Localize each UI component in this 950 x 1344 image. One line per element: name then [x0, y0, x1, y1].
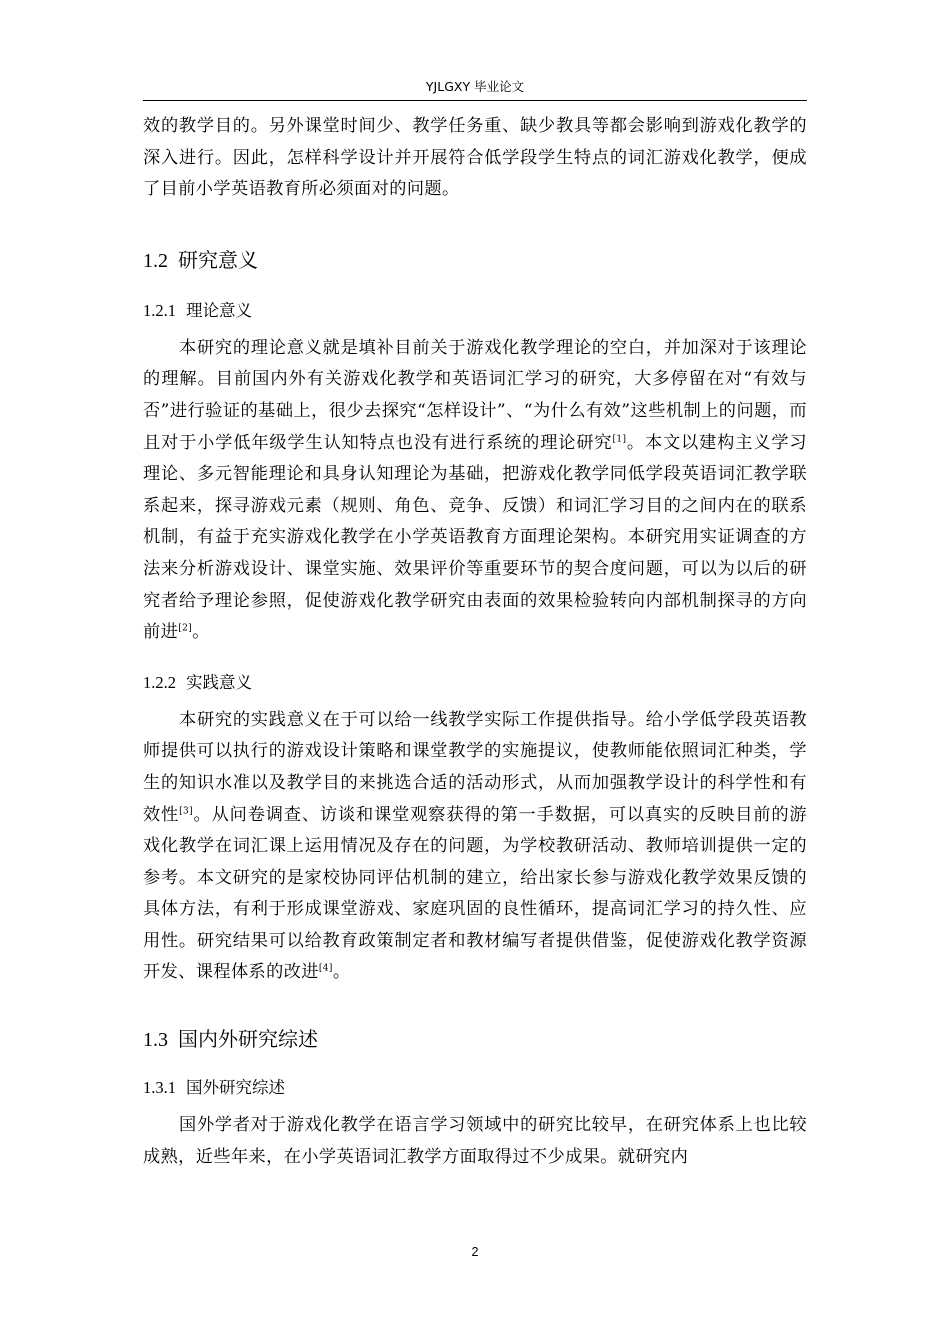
heading-number: 1.3.1	[143, 1078, 176, 1098]
heading-1-2	[143, 246, 807, 275]
paragraph-text: 。本文以建构主义学习理论、多元智能理论和具身认知理论为基础，把游戏化教学同低学段英语词汇教学联系起来，探寻游戏元素（规则、角色、竞争、反馈）和词汇学习目的之间内在的联系机制，有益于充实游戏化教学在小学英语教育方面理论架构。本研究用实证调查的方法来分析游戏设计、课堂实施、效果评价等重要环节的契合度问题，可以为以后的研究者给予理论参照，促使游戏化教学研究由表面的效果检验转向内部机制探寻的方向前进	[143, 432, 807, 643]
page-header	[143, 74, 807, 101]
paragraph-text: 。	[192, 622, 210, 643]
paragraph-text: 本研究的实践意义在于可以给一线教学实际工作提供指导。给小学低学段英语教师提供可以执行的游戏设计策略和课堂教学的实施提议，使教师能依照词汇种类，学生的知识水准以及教学目的来挑选合适的活动形式，从而加强教学设计的科学性和有效性	[143, 709, 807, 825]
document-body	[143, 111, 807, 1173]
paragraph-practical-significance	[143, 705, 807, 989]
heading-1-3	[143, 1025, 807, 1054]
heading-number: 1.3	[143, 1029, 168, 1052]
heading-1-2-2	[143, 671, 807, 695]
citation-2: [2]	[178, 623, 193, 634]
heading-number: 1.2.2	[143, 672, 176, 692]
paragraph-intro: 效的教学目的。另外课堂时间少、教学任务重、缺少教具等都会影响到游戏化教学的深入进行。因此，怎样科学设计并开展符合低学段学生特点的词汇游戏化教学，便成了目前小学英语教育所必须面对的问题。	[143, 116, 807, 200]
paragraph-theoretical-significance	[143, 333, 807, 649]
page-number: 2	[471, 1245, 479, 1259]
heading-text: 国外研究综述	[186, 1078, 285, 1098]
paragraph-foreign-research: 国外学者对于游戏化教学在语言学习领域中的研究比较早，在研究体系上也比较成熟，近些年来，在小学英语词汇教学方面取得过不少成果。就研究内	[143, 1115, 807, 1167]
heading-text: 国内外研究综述	[178, 1027, 318, 1052]
heading-number: 1.2	[143, 249, 168, 272]
heading-number: 1.2.1	[143, 300, 176, 320]
heading-1-2-1	[143, 299, 807, 323]
heading-text: 理论意义	[186, 300, 252, 320]
heading-text: 研究意义	[178, 247, 258, 272]
header-title: YJLGXY 毕业论文	[425, 79, 525, 94]
citation-4: [4]	[318, 963, 333, 974]
paragraph-text: 。从问卷调查、访谈和课堂观察获得的第一手数据，可以真实的反映目前的游戏化教学在词汇课上运用情况及存在的问题，为学校教研活动、教师培训提供一定的参考。本文研究的是家校协同评估机制的建立，给出家长参与游戏化教学效果反馈的具体方法，有利于形成课堂游戏、家庭巩固的良性循环，提高词汇学习的持久性、应用性。研究结果可以给教育政策制定者和教材编写者提供借鉴，促使游戏化教学资源开发、课程体系的改进	[143, 804, 807, 983]
citation-3: [3]	[179, 805, 194, 816]
paragraph-text: 本研究的理论意义就是填补目前关于游戏化教学理论的空白，并加深对于该理论的理解。目前国内外有关游戏化教学和英语词汇学习的研究，大多停留在对“有效与否”进行验证的基础上，很少去探究“怎样设计”、“为什么有效”这些机制上的问题，而且对于小学低年级学生认知特点也没有进行系统的理论研究	[143, 337, 807, 453]
paragraph-text: 。	[332, 962, 351, 983]
citation-1: [1]	[612, 433, 627, 444]
heading-1-3-1	[143, 1076, 807, 1100]
heading-text: 实践意义	[186, 672, 252, 692]
